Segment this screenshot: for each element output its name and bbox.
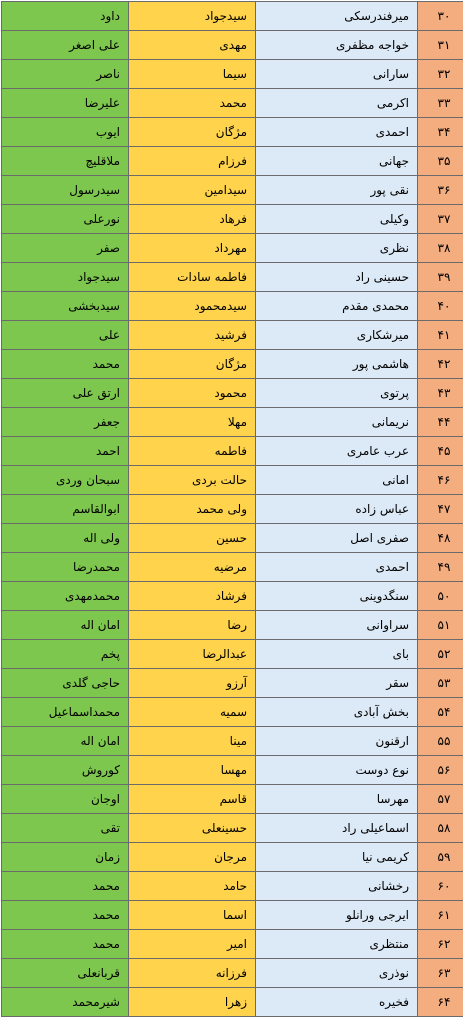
row-number-cell: ۶۴ (418, 988, 463, 1017)
surname-cell: جهانی (256, 147, 418, 176)
surname-cell: نظری (256, 234, 418, 263)
father-name-cell: نورعلی (2, 205, 129, 234)
row-number-cell: ۶۳ (418, 959, 463, 988)
first-name-cell: مژگان (129, 350, 256, 379)
father-name-cell: سبحان وردی (2, 466, 129, 495)
first-name-cell: حالت بردی (129, 466, 256, 495)
surname-cell: امانی (256, 466, 418, 495)
first-name-cell: امیر (129, 930, 256, 959)
first-name-cell: رضا (129, 611, 256, 640)
row-number-cell: ۴۵ (418, 437, 463, 466)
surname-cell: سنگدوینی (256, 582, 418, 611)
first-name-cell: فرشاد (129, 582, 256, 611)
father-name-cell: علی (2, 321, 129, 350)
table-row (2, 205, 463, 234)
father-name-cell: ولی اله (2, 524, 129, 553)
father-name-cell: شیرمحمد (2, 988, 129, 1017)
first-name-cell: سیدجواد (129, 2, 256, 31)
surname-cell: کریمی نیا (256, 843, 418, 872)
first-name-cell: فرهاد (129, 205, 256, 234)
surname-cell: بخش آبادی (256, 698, 418, 727)
first-name-cell: مهلا (129, 408, 256, 437)
table-row (2, 553, 463, 582)
table-row (2, 321, 463, 350)
surname-cell: خواجه مظفری (256, 31, 418, 60)
surname-cell: میرفندرسکی (256, 2, 418, 31)
row-number-cell: ۳۴ (418, 118, 463, 147)
surname-cell: میرشکاری (256, 321, 418, 350)
first-name-cell: سیدامین (129, 176, 256, 205)
surname-cell: حسینی راد (256, 263, 418, 292)
row-number-cell: ۵۴ (418, 698, 463, 727)
father-name-cell: ناصر (2, 60, 129, 89)
roster-table (1, 1, 463, 1017)
first-name-cell: فاطمه سادات (129, 263, 256, 292)
row-number-cell: ۴۹ (418, 553, 463, 582)
surname-cell: سراوانی (256, 611, 418, 640)
first-name-cell: آرزو (129, 669, 256, 698)
surname-cell: رخشانی (256, 872, 418, 901)
row-number-cell: ۳۳ (418, 89, 463, 118)
first-name-cell: عبدالرضا (129, 640, 256, 669)
table-row (2, 408, 463, 437)
surname-cell: پرتوی (256, 379, 418, 408)
father-name-cell: کوروش (2, 756, 129, 785)
father-name-cell: امان اله (2, 727, 129, 756)
table-row (2, 930, 463, 959)
table-row (2, 901, 463, 930)
row-number-cell: ۵۷ (418, 785, 463, 814)
table-row (2, 582, 463, 611)
table-row (2, 2, 463, 31)
table-row (2, 843, 463, 872)
table-row (2, 466, 463, 495)
row-number-cell: ۵۵ (418, 727, 463, 756)
row-number-cell: ۶۰ (418, 872, 463, 901)
surname-cell: محمدی مقدم (256, 292, 418, 321)
surname-cell: وکیلی (256, 205, 418, 234)
row-number-cell: ۵۱ (418, 611, 463, 640)
table-row (2, 350, 463, 379)
first-name-cell: حامد (129, 872, 256, 901)
first-name-cell: حسین (129, 524, 256, 553)
surname-cell: نریمانی (256, 408, 418, 437)
first-name-cell: فرزانه (129, 959, 256, 988)
row-number-cell: ۴۲ (418, 350, 463, 379)
row-number-cell: ۶۲ (418, 930, 463, 959)
table-row (2, 698, 463, 727)
surname-cell: صفری اصل (256, 524, 418, 553)
surname-cell: سقر (256, 669, 418, 698)
first-name-cell: حسینعلی (129, 814, 256, 843)
row-number-cell: ۵۸ (418, 814, 463, 843)
row-number-cell: ۵۳ (418, 669, 463, 698)
table-row (2, 669, 463, 698)
row-number-cell: ۴۴ (418, 408, 463, 437)
father-name-cell: محمدرضا (2, 553, 129, 582)
father-name-cell: ملاقلیچ (2, 147, 129, 176)
table-row (2, 785, 463, 814)
table-row (2, 31, 463, 60)
roster-page (1, 1, 462, 1023)
father-name-cell: صفر (2, 234, 129, 263)
row-number-cell: ۳۱ (418, 31, 463, 60)
first-name-cell: مهدی (129, 31, 256, 60)
surname-cell: نوذری (256, 959, 418, 988)
father-name-cell: اوجان (2, 785, 129, 814)
row-number-cell: ۵۶ (418, 756, 463, 785)
surname-cell: ارقنون (256, 727, 418, 756)
surname-cell: هاشمی پور (256, 350, 418, 379)
first-name-cell: مژگان (129, 118, 256, 147)
surname-cell: بای (256, 640, 418, 669)
father-name-cell: محمد (2, 901, 129, 930)
father-name-cell: ارتق علی (2, 379, 129, 408)
table-row (2, 437, 463, 466)
first-name-cell: محمود (129, 379, 256, 408)
first-name-cell: سمیه (129, 698, 256, 727)
table-row (2, 379, 463, 408)
table-row (2, 292, 463, 321)
father-name-cell: قربانعلی (2, 959, 129, 988)
table-row (2, 611, 463, 640)
row-number-cell: ۳۰ (418, 2, 463, 31)
surname-cell: مهرسا (256, 785, 418, 814)
first-name-cell: سیدمحمود (129, 292, 256, 321)
father-name-cell: علی اصغر (2, 31, 129, 60)
row-number-cell: ۳۹ (418, 263, 463, 292)
table-row (2, 176, 463, 205)
table-row (2, 495, 463, 524)
row-number-cell: ۴۰ (418, 292, 463, 321)
first-name-cell: قاسم (129, 785, 256, 814)
row-number-cell: ۳۷ (418, 205, 463, 234)
table-row (2, 89, 463, 118)
surname-cell: اسماعیلی راد (256, 814, 418, 843)
row-number-cell: ۴۶ (418, 466, 463, 495)
table-row (2, 234, 463, 263)
table-row (2, 872, 463, 901)
surname-cell: سارانی (256, 60, 418, 89)
row-number-cell: ۳۲ (418, 60, 463, 89)
father-name-cell: سیدجواد (2, 263, 129, 292)
father-name-cell: علیرضا (2, 89, 129, 118)
row-number-cell: ۳۶ (418, 176, 463, 205)
father-name-cell: حاجی گلدی (2, 669, 129, 698)
father-name-cell: ایوب (2, 118, 129, 147)
father-name-cell: جعفر (2, 408, 129, 437)
surname-cell: فخیره (256, 988, 418, 1017)
father-name-cell: محمد (2, 930, 129, 959)
surname-cell: نقی پور (256, 176, 418, 205)
first-name-cell: مرجان (129, 843, 256, 872)
father-name-cell: محمد (2, 350, 129, 379)
table-row (2, 640, 463, 669)
row-number-cell: ۴۸ (418, 524, 463, 553)
first-name-cell: مهسا (129, 756, 256, 785)
first-name-cell: سیما (129, 60, 256, 89)
row-number-cell: ۵۲ (418, 640, 463, 669)
father-name-cell: داود (2, 2, 129, 31)
table-row (2, 814, 463, 843)
table-row (2, 524, 463, 553)
father-name-cell: ابوالقاسم (2, 495, 129, 524)
father-name-cell: احمد (2, 437, 129, 466)
father-name-cell: امان اله (2, 611, 129, 640)
surname-cell: اکرمی (256, 89, 418, 118)
first-name-cell: زهرا (129, 988, 256, 1017)
first-name-cell: مینا (129, 727, 256, 756)
first-name-cell: ولی محمد (129, 495, 256, 524)
father-name-cell: سیدبخشی (2, 292, 129, 321)
roster-table-body (2, 2, 463, 1017)
table-row (2, 988, 463, 1017)
row-number-cell: ۵۹ (418, 843, 463, 872)
father-name-cell: محمد (2, 872, 129, 901)
table-row (2, 959, 463, 988)
first-name-cell: اسما (129, 901, 256, 930)
surname-cell: احمدی (256, 118, 418, 147)
row-number-cell: ۴۷ (418, 495, 463, 524)
father-name-cell: محمداسماعیل (2, 698, 129, 727)
father-name-cell: تقی (2, 814, 129, 843)
table-row (2, 118, 463, 147)
father-name-cell: سیدرسول (2, 176, 129, 205)
row-number-cell: ۶۱ (418, 901, 463, 930)
table-row (2, 263, 463, 292)
surname-cell: عباس زاده (256, 495, 418, 524)
row-number-cell: ۳۸ (418, 234, 463, 263)
surname-cell: عرب عامری (256, 437, 418, 466)
father-name-cell: پخم (2, 640, 129, 669)
surname-cell: نوع دوست (256, 756, 418, 785)
father-name-cell: محمدمهدی (2, 582, 129, 611)
surname-cell: احمدی (256, 553, 418, 582)
surname-cell: ایرجی ورانلو (256, 901, 418, 930)
father-name-cell: زمان (2, 843, 129, 872)
row-number-cell: ۴۳ (418, 379, 463, 408)
first-name-cell: فاطمه (129, 437, 256, 466)
first-name-cell: مرضیه (129, 553, 256, 582)
table-row (2, 727, 463, 756)
first-name-cell: فرشید (129, 321, 256, 350)
row-number-cell: ۳۵ (418, 147, 463, 176)
table-row (2, 756, 463, 785)
row-number-cell: ۴۱ (418, 321, 463, 350)
table-row (2, 60, 463, 89)
row-number-cell: ۵۰ (418, 582, 463, 611)
first-name-cell: محمد (129, 89, 256, 118)
table-row (2, 147, 463, 176)
first-name-cell: فرزام (129, 147, 256, 176)
first-name-cell: مهرداد (129, 234, 256, 263)
surname-cell: منتظری (256, 930, 418, 959)
